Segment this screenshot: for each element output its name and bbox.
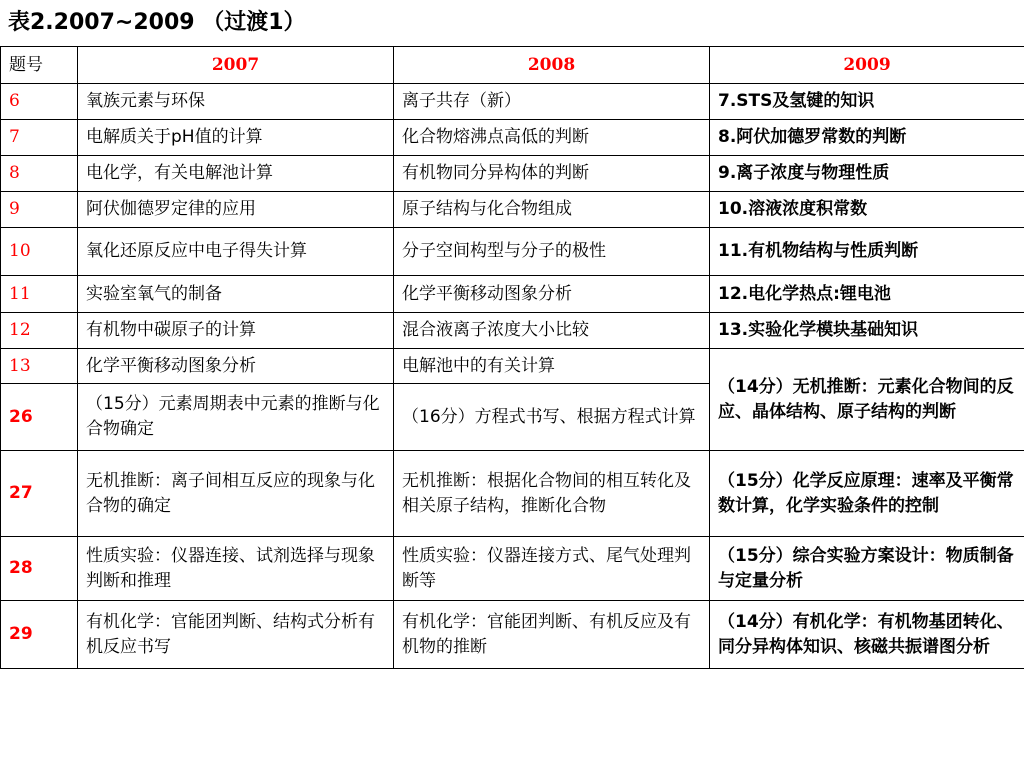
cell-2007: 氧族元素与环保 <box>78 84 394 120</box>
table-row <box>1 451 1024 537</box>
cell-2008: 有机物同分异构体的判断 <box>394 156 710 192</box>
question-number: 28 <box>1 537 78 601</box>
cell-2007: 电化学，有关电解池计算 <box>78 156 394 192</box>
question-number: 6 <box>1 84 78 120</box>
cell-2009: 12.电化学热点:锂电池 <box>710 276 1024 313</box>
table-row <box>1 313 1024 349</box>
cell-2009: 11.有机物结构与性质判断 <box>710 228 1024 276</box>
cell-2007: 性质实验：仪器连接、试剂选择与现象判断和推理 <box>78 537 394 601</box>
cell-2008: 无机推断：根据化合物间的相互转化及相关原子结构，推断化合物 <box>394 451 710 537</box>
table-row <box>1 601 1024 669</box>
cell-2009: 7.STS及氢键的知识 <box>710 84 1024 120</box>
question-number: 29 <box>1 601 78 669</box>
cell-2008: 化学平衡移动图象分析 <box>394 276 710 313</box>
table-header-row <box>1 47 1024 84</box>
cell-2007: 氧化还原反应中电子得失计算 <box>78 228 394 276</box>
cell-2009: （15分）综合实验方案设计：物质制备与定量分析 <box>710 537 1024 601</box>
question-number: 13 <box>1 349 78 384</box>
table-row <box>1 156 1024 192</box>
table-row <box>1 84 1024 120</box>
question-number: 10 <box>1 228 78 276</box>
question-number: 27 <box>1 451 78 537</box>
header-year-2008: 2008 <box>394 47 710 84</box>
cell-2009: （15分）化学反应原理：速率及平衡常数计算，化学实验条件的控制 <box>710 451 1024 537</box>
cell-2008: 分子空间构型与分子的极性 <box>394 228 710 276</box>
cell-2007: （15分）元素周期表中元素的推断与化合物确定 <box>78 384 394 451</box>
header-year-2009: 2009 <box>710 47 1024 84</box>
question-number: 9 <box>1 192 78 228</box>
header-question-number: 题号 <box>1 47 78 84</box>
cell-2008: 原子结构与化合物组成 <box>394 192 710 228</box>
cell-2009: 9.离子浓度与物理性质 <box>710 156 1024 192</box>
cell-2008: （16分）方程式书写、根据方程式计算 <box>394 384 710 451</box>
table-row <box>1 228 1024 276</box>
cell-2007: 无机推断：离子间相互反应的现象与化合物的确定 <box>78 451 394 537</box>
cell-2009: 8.阿伏加德罗常数的判断 <box>710 120 1024 156</box>
cell-2007: 电解质关于pH值的计算 <box>78 120 394 156</box>
cell-2007: 有机化学：官能团判断、结构式分析有机反应书写 <box>78 601 394 669</box>
table-row <box>1 349 1024 384</box>
cell-2007: 有机物中碳原子的计算 <box>78 313 394 349</box>
cell-2008: 化合物熔沸点高低的判断 <box>394 120 710 156</box>
question-number: 7 <box>1 120 78 156</box>
question-number: 11 <box>1 276 78 313</box>
question-number: 26 <box>1 384 78 451</box>
cell-2009: 10.溶液浓度积常数 <box>710 192 1024 228</box>
question-number: 8 <box>1 156 78 192</box>
table-row <box>1 537 1024 601</box>
header-year-2007: 2007 <box>78 47 394 84</box>
question-number: 12 <box>1 313 78 349</box>
cell-2007: 实验室氧气的制备 <box>78 276 394 313</box>
cell-2008: 性质实验：仪器连接方式、尾气处理判断等 <box>394 537 710 601</box>
cell-2009: （14分）无机推断：元素化合物间的反应、晶体结构、原子结构的判断 <box>710 349 1024 451</box>
table-row <box>1 276 1024 313</box>
cell-2007: 阿伏伽德罗定律的应用 <box>78 192 394 228</box>
table-row <box>1 192 1024 228</box>
cell-2008: 离子共存（新） <box>394 84 710 120</box>
cell-2008: 有机化学：官能团判断、有机反应及有机物的推断 <box>394 601 710 669</box>
cell-2009: （14分）有机化学：有机物基团转化、同分异构体知识、核磁共振谱图分析 <box>710 601 1024 669</box>
exam-topics-table <box>0 46 1024 669</box>
page-title: 表2.2007~2009 （过渡1） <box>8 10 306 35</box>
cell-2007: 化学平衡移动图象分析 <box>78 349 394 384</box>
cell-2008: 电解池中的有关计算 <box>394 349 710 384</box>
cell-2009: 13.实验化学模块基础知识 <box>710 313 1024 349</box>
cell-2008: 混合液离子浓度大小比较 <box>394 313 710 349</box>
table-row <box>1 120 1024 156</box>
